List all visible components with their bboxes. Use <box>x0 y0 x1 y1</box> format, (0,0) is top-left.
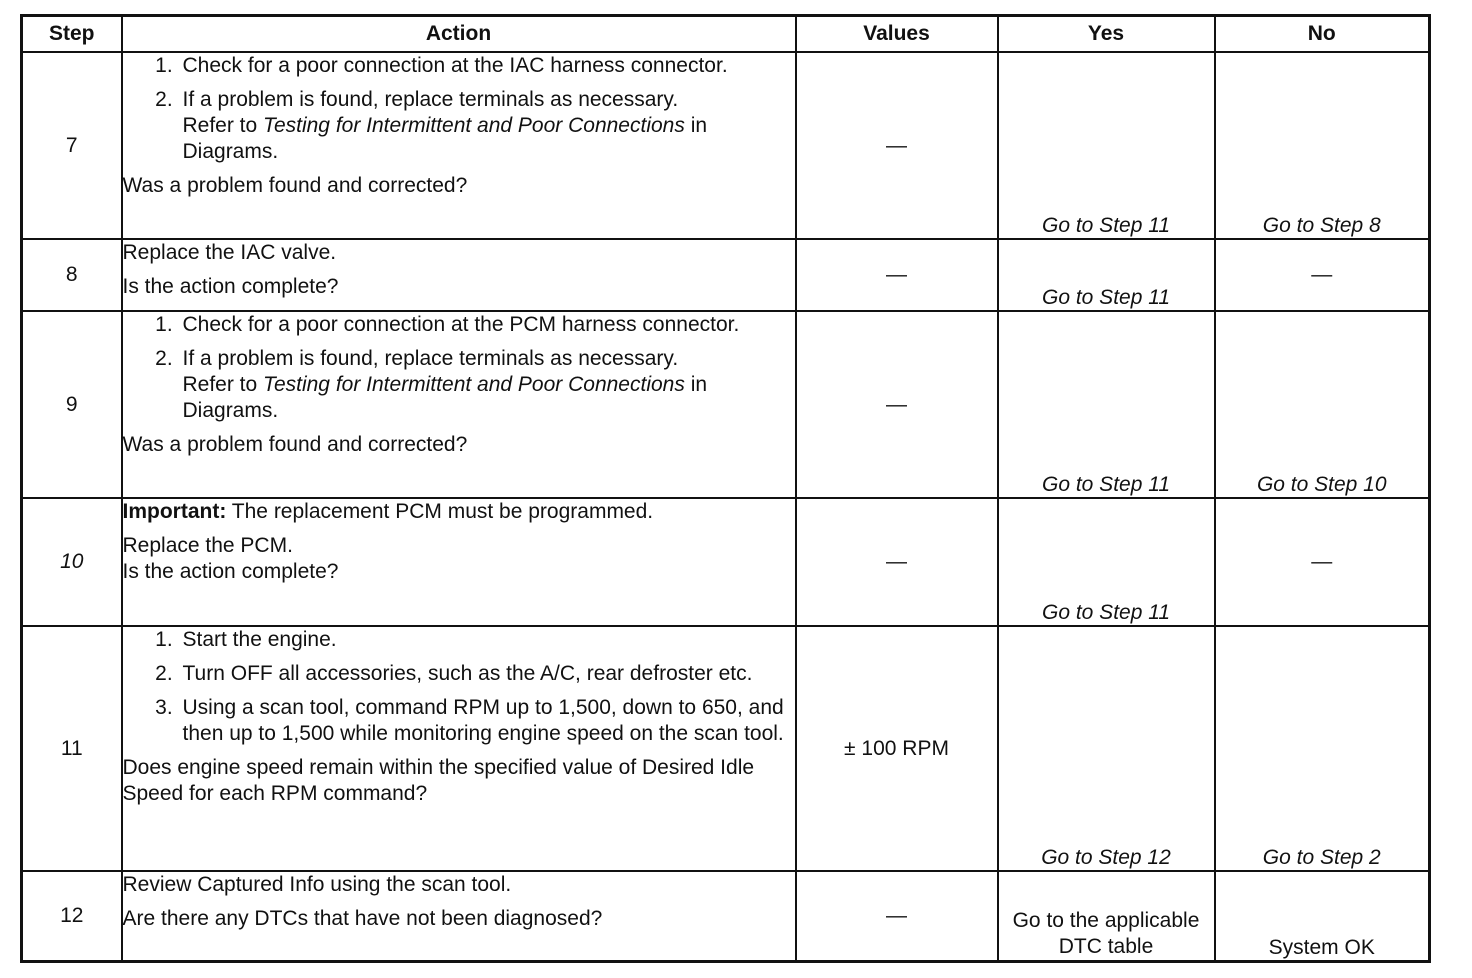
important-text: The replacement PCM must be programmed. <box>231 500 654 524</box>
header-no: No <box>1215 16 1430 53</box>
action-item-text: If a problem is found, replace terminals as necessary. <box>182 347 679 371</box>
action-list <box>123 53 795 165</box>
action-item: 1. Check for a poor connection at the IAC harness connector. <box>179 53 795 79</box>
ref-title: Testing for Intermittent and Poor Connections <box>263 373 685 397</box>
header-values: Values <box>796 16 998 53</box>
table-row-step-11 <box>22 626 1430 871</box>
values-cell: ± 100 RPM <box>796 626 998 871</box>
yes-cell: Go to Step 11 <box>998 52 1215 239</box>
action-item: 1. Check for a poor connection at the PCM harness connector. <box>179 312 795 338</box>
ref-in: in <box>690 373 708 397</box>
action-question: Is the action complete? <box>122 560 339 584</box>
table-header-row <box>22 16 1430 53</box>
action-list <box>123 627 795 747</box>
table-row-step-10 <box>22 498 1430 626</box>
action-item: 3. Using a scan tool, command RPM up to 1,500, down to 650, and then up to 1,500 while monitoring engine speed on the scan tool. <box>179 695 795 747</box>
yes-cell: Go to Step 11 <box>998 239 1215 311</box>
step-number: 9 <box>22 311 122 498</box>
table-row-step-7 <box>22 52 1430 239</box>
no-cell: Go to Step 10 <box>1215 311 1430 498</box>
action-item <box>179 87 795 165</box>
action-line: Replace the PCM. <box>122 534 293 558</box>
action-question: Is the action complete? <box>122 275 339 299</box>
values-cell: — <box>796 239 998 311</box>
table-row-step-12 <box>22 871 1430 961</box>
ref-prefix: Refer to <box>182 114 258 137</box>
step-number: 10 <box>22 498 122 626</box>
yes-cell: Go to Step 12 <box>998 626 1215 871</box>
ref-title: Testing for Intermittent and Poor Connections <box>263 114 685 137</box>
action-cell <box>122 626 796 871</box>
values-cell: — <box>796 311 998 498</box>
action-cell <box>122 311 796 498</box>
action-line: Replace the IAC valve. <box>122 241 337 265</box>
important-label: Important: <box>122 500 227 524</box>
action-cell <box>122 239 796 311</box>
table-row-step-8 <box>22 239 1430 311</box>
step-number: 8 <box>22 239 122 311</box>
header-step: Step <box>22 16 122 53</box>
important-note <box>123 499 795 525</box>
action-item <box>179 346 795 424</box>
values-cell: — <box>796 52 998 239</box>
yes-cell: Go to Step 11 <box>998 498 1215 626</box>
ref-doc: Diagrams. <box>182 399 279 423</box>
ref-doc: Diagrams. <box>182 140 279 163</box>
ref-in: in <box>690 114 708 137</box>
action-question: Was a problem found and corrected? <box>122 433 468 457</box>
no-cell: System OK <box>1215 871 1430 961</box>
values-cell: — <box>796 871 998 961</box>
action-cell <box>122 871 796 961</box>
ref-prefix: Refer to <box>182 373 258 397</box>
yes-cell: Go to Step 11 <box>998 311 1215 498</box>
action-cell <box>122 498 796 626</box>
action-question: Are there any DTCs that have not been diagnosed? <box>122 907 603 931</box>
no-cell: — <box>1215 239 1430 311</box>
no-cell: — <box>1215 498 1430 626</box>
no-cell: Go to Step 2 <box>1215 626 1430 871</box>
header-action: Action <box>122 16 796 53</box>
action-question: Does engine speed remain within the specified value of Desired Idle Speed for each RPM command? <box>122 756 755 806</box>
no-cell: Go to Step 8 <box>1215 52 1430 239</box>
action-line: Review Captured Info using the scan tool. <box>122 873 512 897</box>
step-number: 12 <box>22 871 122 961</box>
action-question: Was a problem found and corrected? <box>122 174 468 197</box>
header-yes: Yes <box>998 16 1215 53</box>
action-cell <box>122 52 796 239</box>
diagnostic-table <box>20 14 1431 963</box>
diagnostic-table-page <box>20 14 1428 963</box>
step-number: 11 <box>22 626 122 871</box>
table-row-step-9 <box>22 311 1430 498</box>
step-number: 7 <box>22 52 122 239</box>
yes-cell: Go to the applicable DTC table <box>998 871 1215 961</box>
action-item: 1. Start the engine. <box>179 627 795 653</box>
action-item: 2. Turn OFF all accessories, such as the A/C, rear defroster etc. <box>179 661 795 687</box>
values-cell: — <box>796 498 998 626</box>
action-list <box>123 312 795 424</box>
action-item-text: If a problem is found, replace terminals as necessary. <box>182 88 679 111</box>
